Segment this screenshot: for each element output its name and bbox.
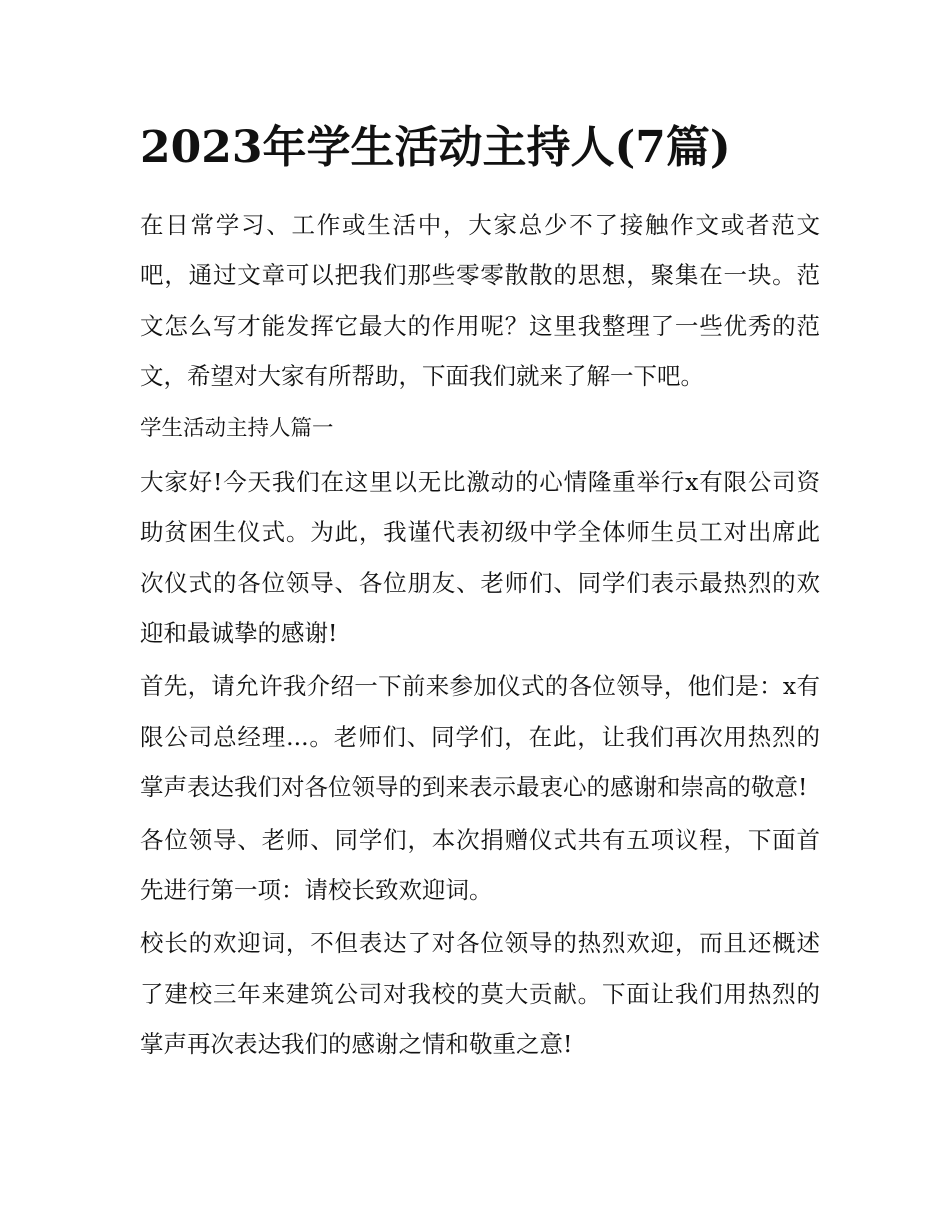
document-body	[140, 200, 820, 1069]
body-paragraph: 校长的欢迎词，不但表达了对各位领导的热烈欢迎，而且还概述了建校三年来建筑公司对我校的莫大贡献。下面让我们用热烈的掌声再次表达我们的感谢之情和敬重之意!	[140, 929, 820, 1058]
body-paragraph: 大家好!今天我们在这里以无比激动的心情隆重举行x有限公司资助贫困生仪式。为此，我谨代表初级中学全体师生员工对出席此次仪式的各位领导、各位朋友、老师们、同学们表示最热烈的欢迎和最诚挚的感谢!	[140, 468, 820, 648]
section-heading: 学生活动主持人篇一	[140, 416, 334, 442]
body-paragraph: 各位领导、老师、同学们，本次捐赠仪式共有五项议程，下面首先进行第一项：请校长致欢迎词。	[140, 825, 820, 905]
intro-paragraph: 在日常学习、工作或生活中，大家总少不了接触作文或者范文吧，通过文章可以把我们那些零零散散的思想，聚集在一块。范文怎么写才能发挥它最大的作用呢？这里我整理了一些优秀的范文，希望对大家有所帮助，下面我们就来了解一下吧。	[140, 211, 820, 391]
document-title: 2023年学生活动主持人(7篇)	[140, 122, 731, 173]
document-page	[140, 118, 820, 1072]
body-paragraph: 首先，请允许我介绍一下前来参加仪式的各位领导，他们是：x有限公司总经理...。老师们、同学们，在此，让我们再次用热烈的掌声表达我们对各位领导的到来表示最衷心的感谢和崇高的敬意!	[140, 672, 820, 801]
